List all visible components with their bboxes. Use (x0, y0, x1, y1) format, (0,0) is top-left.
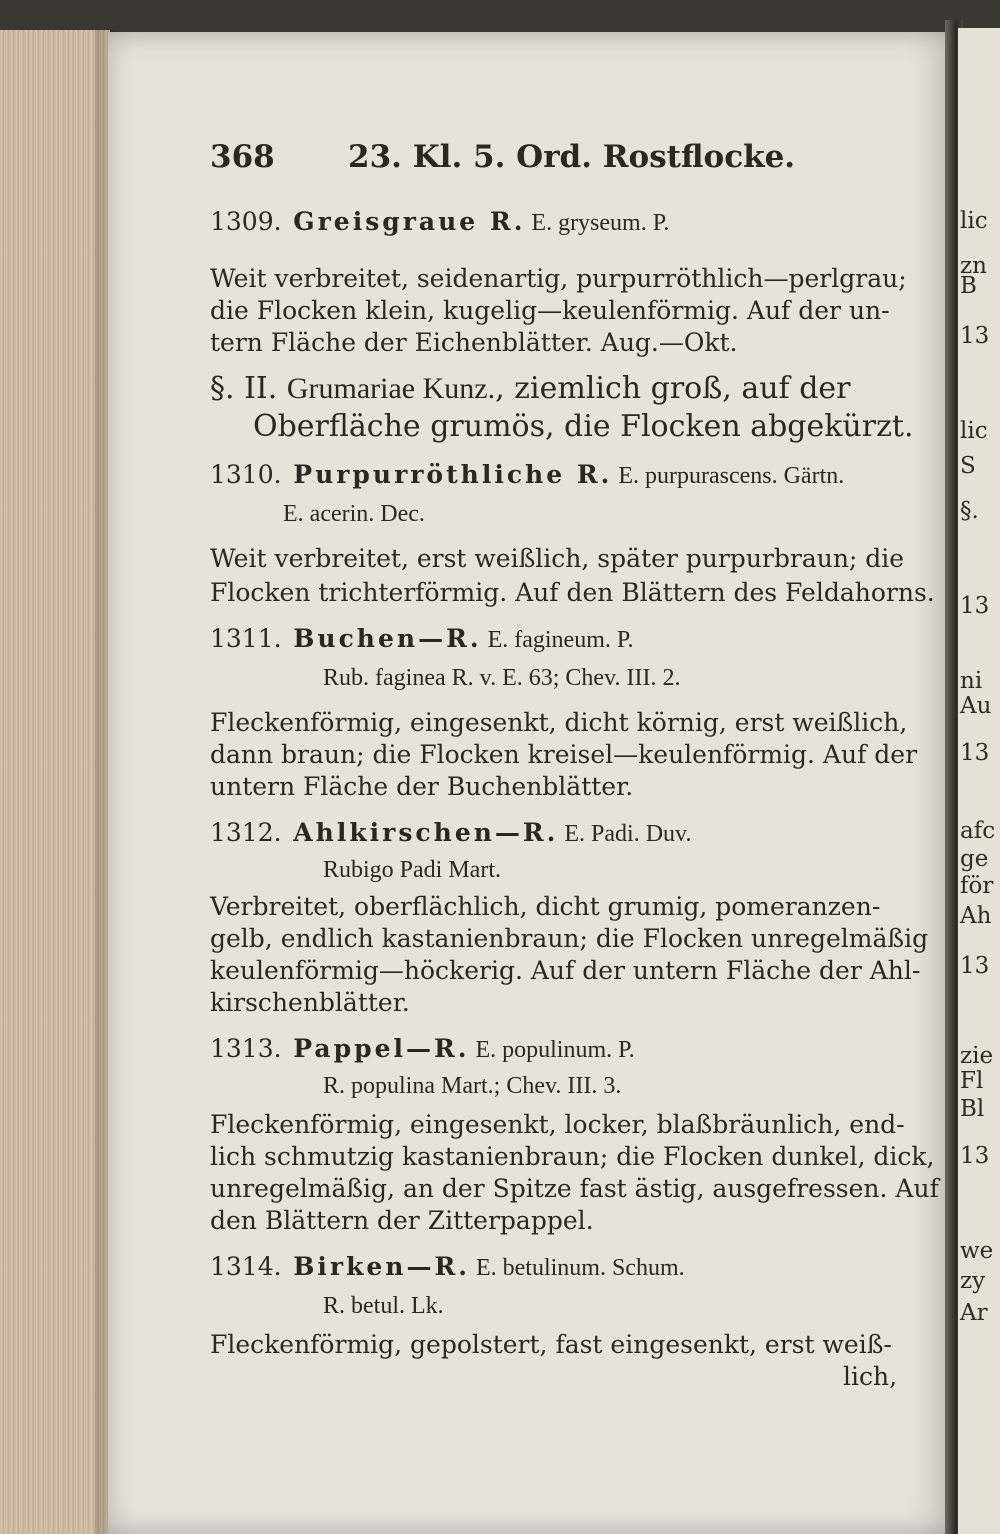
right-page-fragment: S (960, 453, 976, 479)
text-line (210, 740, 917, 770)
line-segment: Rub. faginea R. v. E. 63; Chev. III. 2. (323, 665, 681, 691)
line-segment: keulenförmig—höckerig. Auf der untern Fläche der Ahl- (210, 956, 921, 985)
text-line (323, 1290, 444, 1321)
text-line (210, 328, 738, 358)
page-number: 368 (210, 139, 275, 175)
right-page-fragment: B (960, 273, 977, 299)
right-page-fragment: 13 (960, 593, 990, 619)
line-segment: gelb, endlich kastanienbraun; die Flocken unregelmäßig (210, 924, 929, 953)
line-segment: 1314. (210, 1252, 282, 1281)
line-segment: Buchen—R. (281, 624, 482, 653)
text-line (210, 772, 633, 802)
line-segment: E. fagineum. P. (481, 627, 634, 653)
text-line (210, 1252, 685, 1283)
right-page-fragment: zy (960, 1268, 986, 1294)
text-line (323, 854, 501, 885)
line-segment: 1310. (210, 460, 282, 489)
right-page-fragment: ni (960, 668, 983, 694)
line-segment: Oberfläche grumös, die Flocken abgekürzt. (253, 409, 914, 444)
text-line (283, 498, 425, 529)
text-line (210, 988, 410, 1018)
text-line (323, 662, 680, 693)
line-segment: Fleckenförmig, gepolstert, fast eingesenkt, erst weiß- (210, 1330, 892, 1359)
line-segment: untern Fläche der Buchenblätter. (210, 772, 634, 801)
right-page-fragment: Fl (960, 1068, 984, 1094)
right-page-fragment: ge (960, 846, 989, 872)
line-segment: , ziemlich groß, auf der (495, 371, 851, 406)
right-page-fragment: 13 (960, 323, 990, 349)
right-page-fragment: Au (960, 693, 992, 719)
right-page-fragment: afc (960, 818, 996, 844)
text-line (210, 264, 907, 294)
line-segment: kirschenblätter. (210, 988, 410, 1017)
line-segment: Ahlkirschen—R. (281, 818, 559, 847)
line-segment: Greisgraue R. (281, 207, 526, 236)
text-line (323, 1070, 621, 1101)
text-line (210, 544, 904, 574)
running-title: 23. Kl. 5. Ord. Rostflocke. (348, 139, 796, 175)
text-line (210, 892, 880, 922)
line-segment: Flocken trichterförmig. Auf den Blättern des Feldahorns. (210, 578, 935, 607)
line-segment: 1312. (210, 818, 282, 847)
line-segment: tern Fläche der Eichenblätter. Aug.—Okt. (210, 328, 738, 357)
right-page-fragment: Bl (960, 1096, 985, 1122)
text-line (210, 708, 907, 738)
text-line (210, 924, 928, 954)
right-page-edge (958, 28, 1000, 1534)
text-line (210, 1034, 635, 1065)
line-segment: Grumariae Kunz. (286, 372, 496, 405)
line-segment: Pappel—R. (281, 1034, 470, 1063)
text-line (210, 956, 920, 986)
right-page-fragment: zn (960, 253, 987, 279)
line-segment: E. betulinum. Schum. (469, 1255, 685, 1281)
text-line (210, 1206, 594, 1236)
right-page-fragment: §. (960, 498, 979, 524)
line-segment: den Blättern der Zitterpappel. (210, 1206, 594, 1235)
line-segment: Fleckenförmig, eingesenkt, locker, blaßbräunlich, end- (210, 1110, 905, 1139)
line-segment: R. populina Mart.; Chev. III. 3. (323, 1073, 622, 1099)
line-segment: unregelmäßig, an der Spitze fast ästig, ausgefressen. Auf (210, 1174, 939, 1203)
line-segment: 1311. (210, 624, 282, 653)
right-page-fragment: zie (960, 1043, 994, 1069)
line-segment: die Flocken klein, kugelig—keulenförmig. Auf der un- (210, 296, 890, 325)
right-page-fragment: 13 (960, 740, 990, 766)
text-line (210, 460, 844, 491)
text-line (210, 296, 890, 326)
right-page-fragment: Ar (960, 1300, 988, 1326)
text-line (210, 818, 692, 849)
text-line (253, 409, 914, 444)
right-page-fragment: Ah (960, 903, 992, 929)
text-line (210, 207, 669, 238)
line-segment: E. Padi. Duv. (558, 821, 692, 847)
line-segment: 1309. (210, 207, 282, 236)
text-line (210, 1174, 939, 1204)
text-line (843, 1362, 897, 1392)
line-segment: lich schmutzig kastanienbraun; die Flocken dunkel, dick, (210, 1142, 935, 1171)
line-segment: §. II. (210, 371, 287, 406)
line-segment: E. purpurascens. Gärtn. (612, 463, 845, 489)
line-segment: 1313. (210, 1034, 282, 1063)
page-block-edge (0, 30, 110, 1534)
right-page-fragment: lic (960, 208, 988, 234)
line-segment: Birken—R. (281, 1252, 470, 1281)
right-page-fragment: we (960, 1238, 994, 1264)
right-page-fragment: 13 (960, 1143, 990, 1169)
left-page (108, 32, 956, 1534)
line-segment: Weit verbreitet, seidenartig, purpurröthlich—perlgrau; (210, 264, 907, 293)
line-segment: Weit verbreitet, erst weißlich, später purpurbraun; die (210, 544, 905, 573)
text-line (210, 1330, 892, 1360)
line-segment: E. gryseum. P. (525, 210, 670, 236)
text-line (210, 624, 634, 655)
line-segment: R. betul. Lk. (323, 1293, 444, 1319)
line-segment: Verbreitet, oberflächlich, dicht grumig, pomeranzen- (210, 892, 881, 921)
line-segment: lich, (843, 1362, 898, 1391)
text-line (210, 1110, 905, 1140)
text-line (210, 371, 851, 406)
line-segment: Rubigo Padi Mart. (323, 857, 501, 883)
right-page-fragment: för (960, 873, 994, 899)
right-page-fragment: lic (960, 418, 988, 444)
line-segment: Purpurröthliche R. (281, 460, 613, 489)
text-line (210, 1142, 934, 1172)
line-segment: dann braun; die Flocken kreisel—keulenförmig. Auf der (210, 740, 918, 769)
right-page-fragment: 13 (960, 953, 990, 979)
line-segment: Fleckenförmig, eingesenkt, dicht körnig, erst weißlich, (210, 708, 908, 737)
line-segment: E. populinum. P. (469, 1037, 635, 1063)
text-line (210, 578, 935, 608)
line-segment: E. acerin. Dec. (283, 501, 425, 527)
